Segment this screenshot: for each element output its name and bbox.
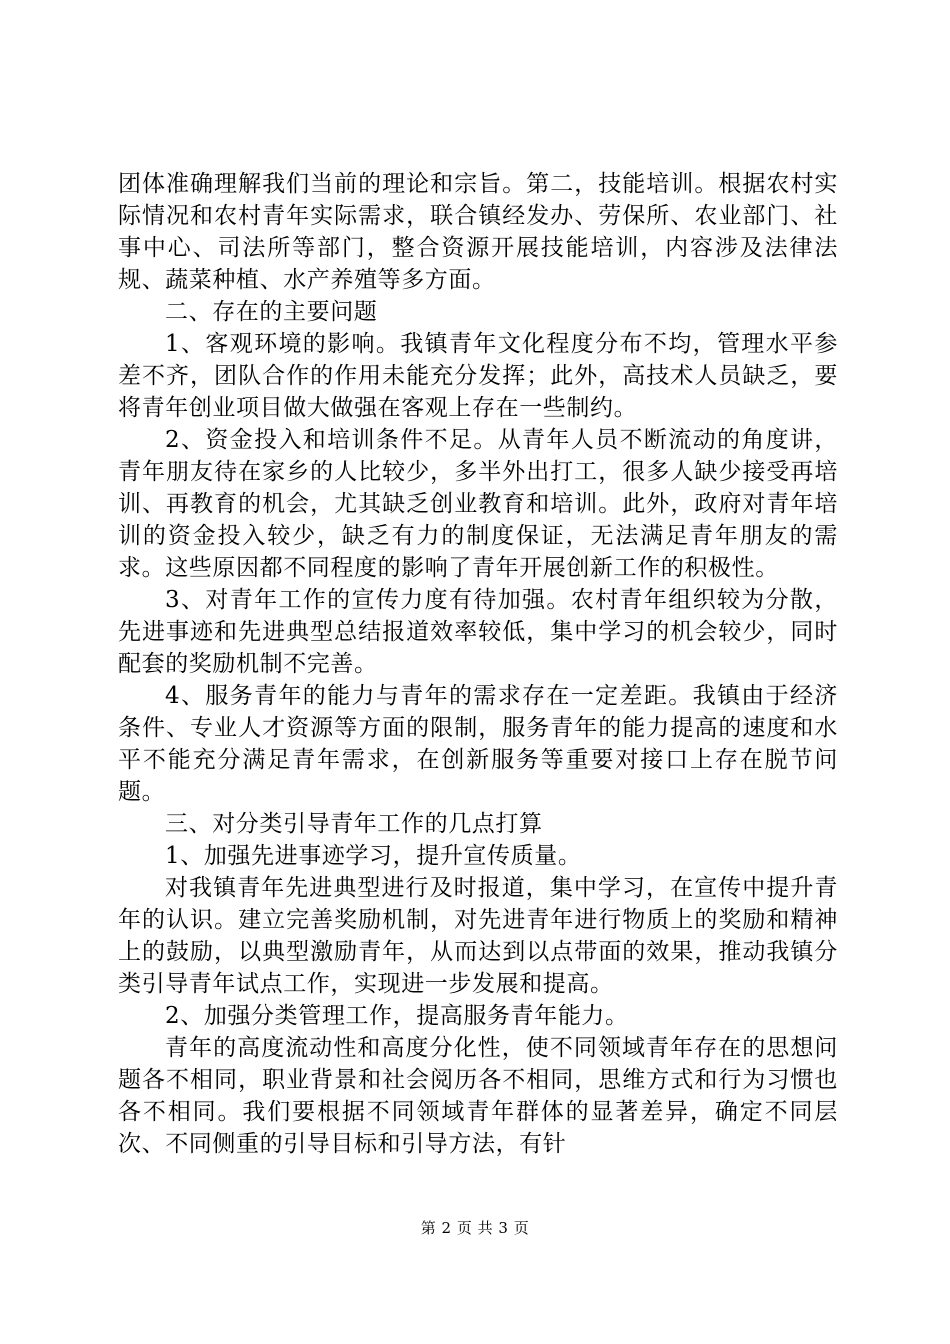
document-body (118, 168, 838, 1160)
paragraph-intro-continuation: 团体准确理解我们当前的理论和宗旨。第二，技能培训。根据农村实际情况和农村青年实际需求，联合镇经发办、劳保所、农业部门、社事中心、司法所等部门，整合资源开展技能培训，内容涉及法律法规、蔬菜种植、水产养殖等多方面。 (118, 171, 838, 293)
paragraph-plan-2: 青年的高度流动性和高度分化性，使不同领域青年存在的思想问题各不相同，职业背景和社会阅历各不相同，思维方式和行为习惯也各不相同。我们要根据不同领域青年群体的显著差异，确定不同层次、不同侧重的引导目标和引导方法，有针 (118, 1035, 838, 1157)
paragraph-problem-1: 1、客观环境的影响。我镇青年文化程度分布不均，管理水平参差不齐，团队合作的作用未能充分发挥；此外，高技术人员缺乏，要将青年创业项目做大做强在客观上存在一些制约。 (118, 331, 838, 421)
section-heading-main-problems: 二、存在的主要问题 (165, 299, 378, 325)
page-number-label: 第 2 页 共 3 页 (420, 1219, 530, 1237)
section-heading-plans: 三、对分类引导青年工作的几点打算 (165, 811, 543, 837)
subheading-plan-2: 2、加强分类管理工作，提高服务青年能力。 (165, 1003, 629, 1029)
subheading-plan-1: 1、加强先进事迹学习，提升宣传质量。 (165, 843, 582, 869)
paragraph-plan-1: 对我镇青年先进典型进行及时报道，集中学习，在宣传中提升青年的认识。建立完善奖励机制，对先进青年进行物质上的奖励和精神上的鼓励，以典型激励青年，从而达到以点带面的效果，推动我镇分类引导青年试点工作，实现进一步发展和提高。 (118, 875, 838, 997)
paragraph-problem-3: 3、对青年工作的宣传力度有待加强。农村青年组织较为分散，先进事迹和先进典型总结报道效率较低，集中学习的机会较少，同时配套的奖励机制不完善。 (118, 587, 838, 677)
paragraph-problem-2: 2、资金投入和培训条件不足。从青年人员不断流动的角度讲，青年朋友待在家乡的人比较少，多半外出打工，很多人缺少接受再培训、再教育的机会，尤其缺乏创业教育和培训。此外，政府对青年培训的资金投入较少，缺乏有力的制度保证，无法满足青年朋友的需求。这些原因都不同程度的影响了青年开展创新工作的积极性。 (118, 427, 838, 581)
paragraph-problem-4: 4、服务青年的能力与青年的需求存在一定差距。我镇由于经济条件、专业人才资源等方面的限制，服务青年的能力提高的速度和水平不能充分满足青年需求，在创新服务等重要对接口上存在脱节问题。 (118, 683, 838, 805)
page-footer (0, 1217, 950, 1238)
